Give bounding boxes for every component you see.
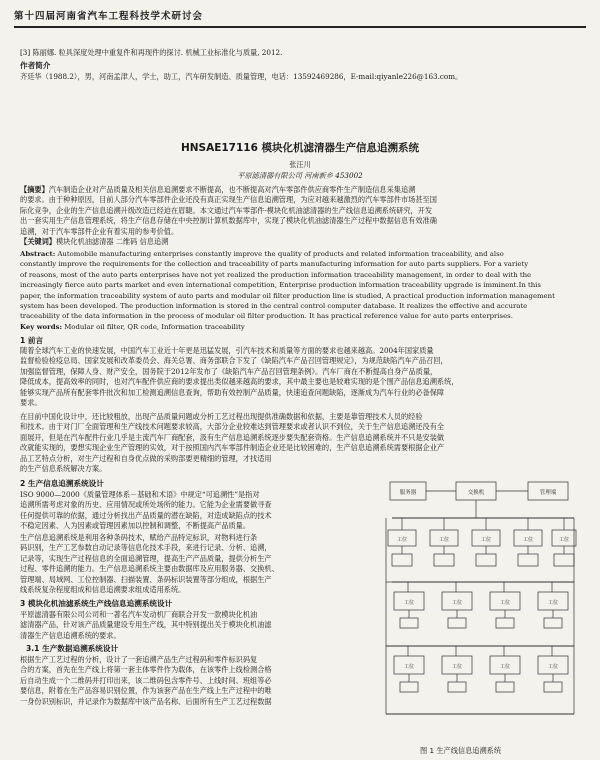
body-line: ISO 9000—2000《质量管理体系－基础和术语》中规定“可追溯性”是指对: [20, 490, 260, 499]
section-2-para-2: [20, 533, 368, 595]
body-line: 不稳定因素、人为因素或管理因素加以控制和调整，不断提高产品质量。: [20, 521, 251, 531]
abstract-cn-line: 际化竞争，企业的生产信息追溯升级改造已经迫在眉睫。本文通过汽车零部件-模块化机油滤清器的生产线信息追溯系统研究，开发: [20, 205, 433, 215]
body-line: 追溯所需考虑对象的历史、应用情况或所处场所的能力。它能为企业需要做寻查: [20, 500, 272, 510]
abstract-cn-line: 汽车制造企业对产品质量及相关信息追溯要求不断提高，也不断提高对汽车零部件供应商零件生产制造信息采集追溯: [48, 185, 416, 194]
header-rule: [14, 26, 586, 28]
body-line: 面展开，但是在汽车配件行业几乎是主流汽车厂商配套，汲有生产信息追溯系统逐步要失配套资格。生产信息追溯系统并不只是安装做: [20, 432, 445, 442]
paper-affiliation: 平原滤清器有限公司 河南新乡 453002: [237, 171, 363, 180]
abstract-en-line: constantly improve the requirements for the collection and traceability of parts manufacturing information for auto parts suppliers. For a variety: [20, 260, 529, 269]
section-3-1-heading: 3.1 生产数据追溯系统设计: [26, 644, 119, 653]
body-line: 管理端、局域网、工位控制器、扫描装置、条码标识装置等部分组成，根据生产: [20, 574, 272, 584]
body-line: 要求。: [20, 398, 42, 408]
section-2-heading: 2 生产信息追溯系统设计: [20, 479, 104, 488]
body-line: 的生产信息系统解决方案。: [20, 464, 107, 474]
section-3-heading: 3 模块化机油滤系统生产线信息追溯系统设计: [20, 599, 173, 608]
body-line: 要信息，附着在生产品容易识别位置，作为该套产品在生产线上生产过程中的唯: [20, 686, 272, 696]
body-line: 在目前中国化设计中，还比较粗放，出现产品质量问题或分析工艺过程出现提供准确数据和依据，主要是靠管理技术人员的经验: [20, 412, 423, 421]
body-line: 后自动生成一个二维码并打印出来，该二维码包含零件号、上线时间、班组等必: [20, 675, 272, 685]
station-label: 工位: [547, 600, 559, 606]
abstract-en-line: increasingly fierce auto parts market and even international competition, Enterprise production information traceability upgrade is imminent.In this: [20, 281, 541, 290]
abstract-en-line: of reasons, most of the auto parts enterprises have not yet realized the production information traceability management, in order to deal with the: [20, 270, 532, 279]
abstract-en-label: Abstract:: [20, 250, 56, 258]
section-1-para-1: [20, 346, 582, 408]
body-line: 生产信息追溯系统是利用各种条码技术，赋给产品特定标识，对物料进行条: [20, 533, 258, 542]
figure-1-caption: 图 1 生产线信息追溯系统: [420, 746, 502, 755]
section-2-para-1: [20, 490, 368, 532]
body-line: 和技术。由于对门厂全面管理和生产线技术问题要求较高，大部分企业较难达到管理要求或者认识不到位，关于生产信息追溯还没有全: [20, 422, 445, 432]
paper-title: HNSAE17116 模块化机滤清器生产信息追溯系统: [180, 142, 420, 154]
station-label: 工位: [403, 600, 415, 606]
paper-author: 张汪川: [289, 160, 311, 169]
section-1-para-2: [20, 412, 582, 474]
author-intro-heading: 作者简介: [20, 61, 51, 70]
body-line: 监督检验检疫总局、国家发展和改革委员会、海关总署、商务部联合下发了《缺陷汽车产品召回管理规定》，为规范缺陷汽车产品召回，: [20, 356, 448, 366]
station-label: 工位: [558, 537, 570, 543]
body-line: 过程、零件追溯的能力。生产信息追溯系统主要由数据库及应用服务器、交换机、: [20, 564, 279, 574]
body-line: 能够实现产品所有配套零件批次和加工检测追溯信息查询，帮助有效控制产品质量，快速追查问题缺陷，逐渐成为汽车行业的必备保障: [20, 387, 445, 397]
body-line: 清器生产信息追溯系统的要求。: [20, 630, 121, 640]
body-line: 改就能实现的，要想实现企业生产管理的实效，对于按照国内汽车零部件制造企业还是比较困难的，生产信息追溯系统需要根据企业产: [20, 443, 445, 453]
abstract-cn-label: 【摘要】: [20, 185, 49, 194]
body-line: 根据生产工艺过程的分析，设计了一套追溯产品生产过程码和零件标识码复: [20, 655, 258, 664]
abstract-cn-line: 的要求。由于种种原因，目前人部分汽车零部件企业还没有真正实现生产信息追溯管理，为应对越来越激烈的汽车零部件市场甚至国: [20, 195, 437, 205]
keywords-cn-label: 【关键词】: [20, 237, 56, 247]
section-1-heading: 1 前言: [20, 336, 44, 345]
station-label: 工位: [451, 664, 463, 670]
body-line: 任何提供可靠的依据，通过分析找出产品质量的潜在缺陷，对造成缺陷点的技术: [20, 510, 272, 520]
body-line: 品工艺特点分析，对生产过程和自身优点做的采购部要更精细的管理，才找适用: [20, 453, 272, 463]
abstract-en-line: paper, the information traceability system of auto parts and modular oil filter production line is studied, A practical production information management: [20, 291, 555, 300]
station-label: 工位: [522, 537, 534, 543]
station-label: 工位: [480, 537, 492, 543]
abstract-cn: [20, 185, 582, 247]
abstract-cn-line: 追溯，对于汽车零部件企业有着实用的参考价值。: [20, 226, 179, 236]
section-3-1-para: [20, 655, 368, 707]
abstract-en: [20, 249, 582, 332]
body-line: 滤清器产品，针对该产品质量建设专用生产线，其中特别提出关于模块化机油滤: [20, 620, 272, 630]
journal-header: [14, 8, 586, 28]
station-label: 工位: [499, 600, 511, 606]
body-line: 平原滤清器有限公司公司和一著名汽车发动机厂商联合开发一款模块化机油: [20, 610, 258, 619]
reference-3: [3] 陈丽娜. 粒具深度处理中重复件和再现件的探讨. 机械工业标准化与质量, 2012.: [20, 48, 283, 57]
station-label: 工位: [396, 537, 408, 543]
abstract-en-line: system has been developed. The production information is stored in the central control computer database. It realizes the effective and accurate: [20, 302, 528, 311]
body-line: 码识别，生产工艺参数自动记录等信息化技术手段，来进行记录、分析、追溯，: [20, 543, 272, 553]
body-line: 记录等，实现生产过程信息的全面追溯管理，提高生产产品质量，提供分析生产: [20, 553, 272, 563]
abstract-en-line: traceability of the data information in the process of modular oil filter production. It has practical reference value for auto parts enterprises.: [20, 312, 513, 321]
body-line: 降低成本，提高效率的同时，也对汽车配件供应商的要求提出类似越来越高的要求，其中最主要也是较难实现的是个围产品信息追溯系统，: [20, 377, 459, 387]
author-intro-text: 齐廷华（1988.2），男，河南孟津人，学士，助工，汽车研发制造、质量管理，电话：13592469286，E-mail:qiyanle226@163.com。: [20, 72, 463, 81]
keywords-en-label: Key words:: [20, 322, 63, 331]
switch-label: 交换机: [467, 490, 485, 496]
keywords-cn: 模块化机油滤清器 二维码 信息追溯: [55, 237, 169, 247]
station-label: 工位: [547, 664, 559, 670]
station-label: 工位: [451, 600, 463, 606]
client-label: 管理端: [539, 490, 557, 496]
station-label: 工位: [438, 537, 450, 543]
server-label: 服务器: [399, 490, 417, 496]
body-line: 一身份识别标识，并记录作为数据库中该产品名称、后面所有生产工艺过程数据: [20, 696, 272, 706]
section-3-para-1: [20, 610, 368, 641]
station-label: 工位: [499, 664, 511, 670]
keywords-en: Modular oil filter, QR code, Information traceability: [64, 322, 245, 331]
journal-title: 第十四届河南省汽车工程科技学术研讨会: [14, 11, 204, 22]
station-label: 工位: [403, 664, 415, 670]
body-line: 加强监督管理，保障人身、财产安全，国务院于2012年发布了《缺陷汽车产品召回管理条例》。汽车厂商在不断提高自身产品质量，: [20, 366, 438, 376]
body-line: 随着全球汽车工业的快速发展，中国汽车工业近十年更是迅猛发展，引汽车技术和质量等方面的要求也越来越高。2004年国家质量: [20, 346, 434, 355]
abstract-cn-line: 出一套实用生产信息管理系统，将生产信息存储在中央控制计算机数据库中，实现了模块化机油滤清器生产过程中数据信息有效准确: [20, 216, 437, 226]
body-line: 线系统复杂程度组成和信息追溯要求组成适用系统。: [20, 585, 186, 595]
abstract-en-line: Automobile manufacturing enterprises constantly improve the quality of products and related information traceability, and also: [57, 250, 504, 258]
body-line: 合的方案，首先在生产线上将第一套主体零件作为载体，在该零件上线检测合格: [20, 665, 272, 675]
figure-1-diagram: [378, 478, 588, 746]
